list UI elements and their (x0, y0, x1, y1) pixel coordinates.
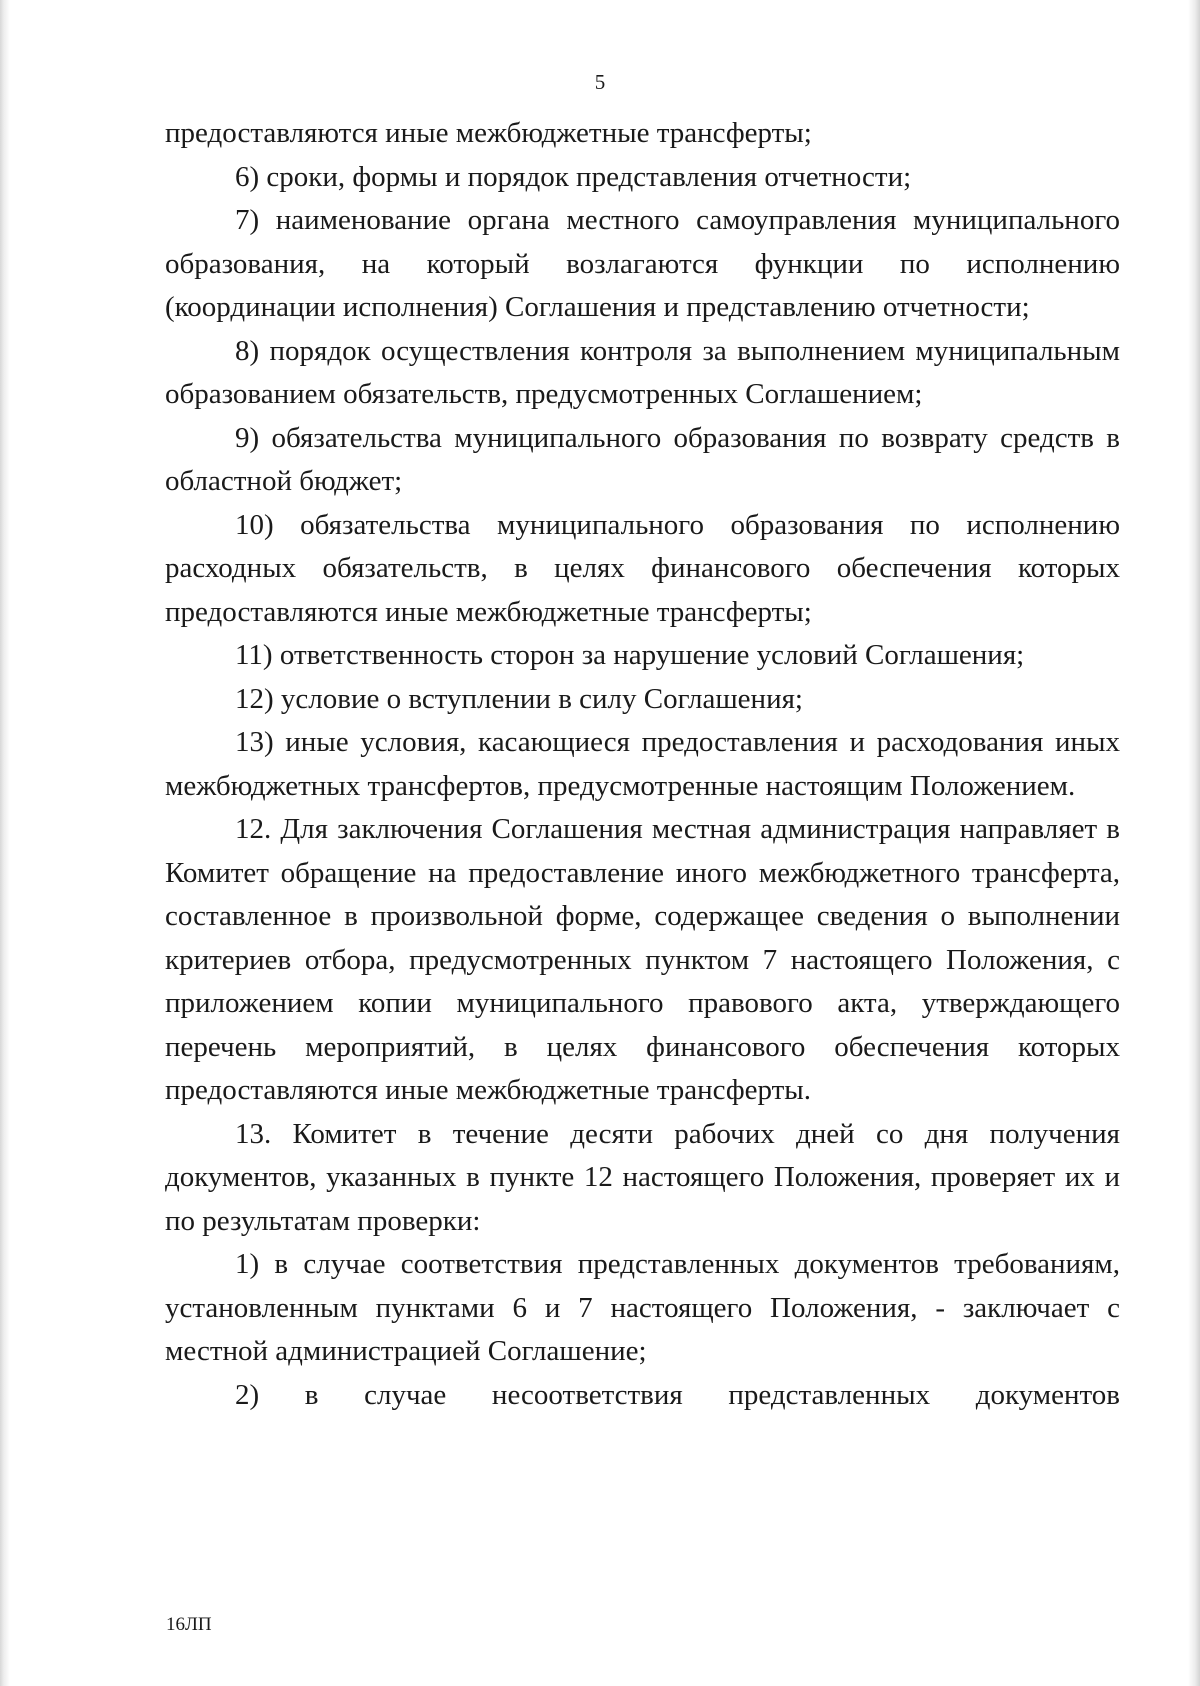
paragraph: 12) условие о вступлении в силу Соглашения; (235, 682, 803, 715)
paragraph: 13. Комитет в течение десяти рабочих дней со дня получения документов, указанных в пункте 12 настоящего Положения, проверяет их и по результатам проверки: (165, 1117, 1120, 1237)
paragraph: 13) иные условия, касающиеся предоставления и расходования иных межбюджетных трансфертов, предусмотренные настоящим Положением. (165, 726, 1120, 802)
paragraph: 1) в случае соответствия представленных документов требованиям, установленным пунктами 6 и 7 настоящего Положения, - заключает с местной администрацией Соглашение; (165, 1248, 1120, 1367)
page-number: 5 (594, 70, 606, 94)
paragraph: 9) обязательства муниципального образования по возврату средств в областной бюджет; (165, 421, 1120, 497)
document-code: 16ЛП (166, 1614, 212, 1635)
document-body (165, 112, 1120, 1417)
paragraph: 7) наименование органа местного самоуправления муниципального образования, на который возлагаются функции по исполнению (координации исполнения) Соглашения и представлению отчетности; (165, 204, 1120, 323)
scan-edge-right (1188, 0, 1200, 1686)
paragraph: 8) порядок осуществления контроля за выполнением муниципальным образованием обязательств, предусмотренных Соглашением; (165, 334, 1120, 410)
scan-edge-left (0, 0, 10, 1686)
paragraph: 2) в случае несоответствия представленных документов (235, 1378, 1120, 1411)
paragraph: 12. Для заключения Соглашения местная администрация направляет в Комитет обращение на предоставление иного межбюджетного трансферта, составленное в произвольной форме, содержащее сведения о выполнении критериев отбора, предусмотренных пунктом 7 настоящего Положения, с приложением копии муниципального правового акта, утверждающего перечень мероприятий, в целях финансового обеспечения которых предоставляются иные межбюджетные трансферты. (165, 813, 1120, 1106)
paragraph: 10) обязательства муниципального образования по исполнению расходных обязательств, в целях финансового обеспечения которых предоставляются иные межбюджетные трансферты; (165, 508, 1120, 628)
paragraph: предоставляются иные межбюджетные трансферты; (165, 117, 812, 149)
paragraph: 6) сроки, формы и порядок представления отчетности; (235, 160, 912, 193)
paragraph: 11) ответственность сторон за нарушение условий Соглашения; (235, 639, 1025, 671)
